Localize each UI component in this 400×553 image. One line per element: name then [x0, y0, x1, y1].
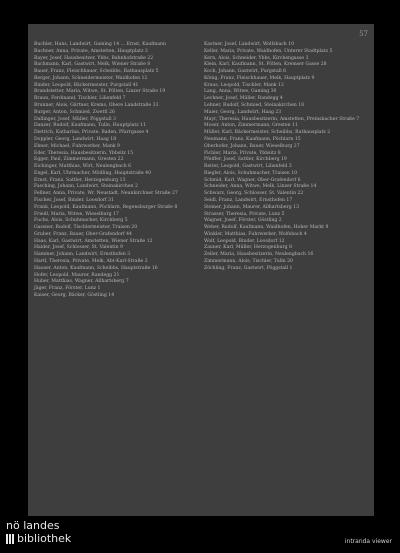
directory-entry: Buchler, Hans, Landwirt, Gaming 14 ... Ernst, Kaufmann: [34, 42, 166, 47]
directory-entry: Seidl, Franz, Landwirt, Ernsthofen 17: [204, 197, 293, 203]
directory-entry: Reiter, Leopold, Gastwirt, Lilienfeld 3: [204, 164, 292, 170]
directory-entry: Winkler, Matthias, Fuhrwerker, Wolfsbach 4: [204, 231, 307, 237]
directory-entry: Fuchs, Alois, Schuhmacher, Kirchberg 5: [34, 218, 128, 224]
footer-bar: [0, 516, 400, 553]
directory-entry: Weber, Rudolf, Kaufmann, Waidhofen, Hoher Markt 9: [204, 225, 329, 231]
directory-entry: Gruber, Franz, Bauer, Ober-Grafendorf 44: [34, 231, 132, 237]
scanned-page[interactable]: [28, 24, 374, 516]
directory-entry: Oberhofer, Johann, Bauer, Wieselburg 27: [204, 143, 300, 149]
directory-entry: Müller, Karl, Bäckermeister, Scheibbs, Rathausplatz 2: [204, 130, 331, 136]
directory-entry: Dietrich, Katharina, Private, Baden, Pfarrgasse 4: [34, 130, 149, 136]
directory-entry: Wolf, Leopold, Binder, Loosdorf 12: [204, 238, 285, 244]
directory-entry: König, Franz, Fleischhauer, Melk, Hauptplatz 9: [204, 75, 315, 81]
directory-entry: Ebner, Michael, Fuhrwerker, Mank 9: [34, 143, 120, 149]
directory-entry: Haas, Karl, Gastwirt, Amstetten, Wiener Straße 12: [34, 238, 153, 244]
directory-entry: Klein, Karl, Kaufmann, St. Pölten, Kremser Gasse 28: [204, 62, 327, 68]
directory-entry: Wagner, Josef, Förster, Göstling 2: [204, 218, 282, 224]
directory-entry: Egger, Paul, Zimmermann, Gresten 22: [34, 157, 124, 163]
directory-entry: Fischer, Josef, Binder, Loosdorf 31: [34, 197, 114, 203]
logo-line-2-text: bibliothek: [17, 532, 72, 545]
directory-entry: Doppler, Georg, Landwirt, Haag 18: [34, 136, 117, 142]
directory-entry: Frank, Leopold, Kaufmann, Pöchlarn, Regensburger Straße 8: [34, 204, 178, 210]
directory-entry: Jäger, Franz, Förster, Lunz 1: [34, 286, 101, 292]
left-column: [34, 42, 198, 300]
directory-entry: Hofer, Leopold, Maurer, Randegg 21: [34, 272, 120, 278]
logo-line-1: nö landes: [6, 519, 60, 532]
directory-entry: Ernst, Franz, Sattler, Herzogenburg 13: [34, 177, 126, 183]
directory-entry: Pfeiffer, Josef, Sattler, Kirchberg 19: [204, 157, 287, 163]
directory-entry: Braun, Ferdinand, Tischler, Lilienfeld 7: [34, 96, 126, 102]
directory-entry: Keller, Maria, Private, Waidhofen, Unterer Stadtplatz 5: [204, 48, 333, 54]
directory-entry: Pichler, Maria, Private, Ybbsitz 8: [204, 150, 281, 156]
directory-entry: Burger, Anton, Schmied, Zwettl 26: [34, 109, 115, 115]
directory-entry: Friedl, Maria, Witwe, Wieselburg 17: [34, 211, 119, 217]
directory-entry: Strasser, Theresia, Private, Lunz 5: [204, 211, 285, 217]
directory-entry: Lang, Anna, Witwe, Gaming 30: [204, 89, 277, 95]
logo-line-2: [6, 532, 71, 545]
directory-entry: Kastner, Josef, Landwirt, Wolfsbach 10: [204, 42, 295, 47]
directory-entry: Steiner, Johann, Maurer, Allhartsberg 13: [204, 204, 299, 210]
directory-entry: Schneider, Anna, Witwe, Melk, Linzer Straße 14: [204, 184, 317, 190]
right-column: [204, 42, 368, 273]
directory-entry: Brandstetter, Maria, Witwe, St. Pölten, Linzer Straße 19: [34, 89, 166, 95]
directory-entry: Moser, Anton, Zimmermann, Gresten 11: [204, 123, 298, 129]
directory-entry: Lehner, Rudolf, Schmied, Steinakirchen 18: [204, 103, 304, 109]
directory-entry: Hartl, Theresia, Private, Melk, Abt-Karl-Straße 2: [34, 259, 148, 264]
directory-entry: Haider, Josef, Schlosser, St. Valentin 9: [34, 245, 123, 251]
directory-entry: Brunner, Alois, Gärtner, Krems, Obere Landstraße 33: [34, 103, 159, 109]
directory-entry: Dallinger, Josef, Müller, Pöggstall 3: [34, 116, 116, 122]
directory-entry: Zöchling, Franz, Gastwirt, Pöggstall 1: [204, 265, 293, 271]
directory-entry: Zauner, Karl, Müller, Herzogenburg 8: [204, 245, 293, 251]
directory-entry: Hammer, Johann, Landwirt, Ernsthofen 3: [34, 252, 131, 258]
directory-entry: Bachmann, Karl, Gastwirt, Melk, Wiener Straße 8: [34, 62, 151, 68]
directory-entry: Maier, Georg, Landwirt, Haag 23: [204, 109, 282, 115]
directory-entry: Kraus, Leopold, Tischler, Mank 12: [204, 82, 284, 88]
directory-entry: Berger, Johann, Schneidermeister, Waidhofen 12: [34, 75, 148, 81]
directory-entry: Schwarz, Georg, Schlosser, St. Valentin 22: [204, 191, 304, 197]
directory-entry: Riegler, Alois, Schuhmacher, Traisen 10: [204, 170, 298, 176]
directory-entry: Eichinger, Matthias, Wirt, Neulengbach 6: [34, 164, 132, 170]
directory-entry: Binder, Leopold, Bäckermeister, Purgstall 41: [34, 82, 139, 88]
page-number: 57: [359, 30, 368, 38]
directory-entry: Schmid, Karl, Wagner, Ober-Grafendorf 6: [204, 177, 301, 183]
directory-entry: Fellner, Anna, Private, Wr. Neustadt, Neunkirchner Straße 27: [34, 191, 178, 197]
directory-entry: Zimmermann, Alois, Tischler, Tulln 20: [204, 259, 293, 264]
directory-entry: Eder, Theresia, Hausbesitzerin, Ybbsitz 15: [34, 150, 134, 156]
directory-entry: Kern, Alois, Schneider, Ybbs, Kirchengasse 3: [204, 55, 309, 61]
library-logo[interactable]: [6, 519, 71, 545]
viewer-brand-label: intranda viewer: [344, 538, 392, 545]
logo-bars-icon: [6, 534, 14, 544]
directory-entry: Fasching, Johann, Landwirt, Steinakirchen 2: [34, 184, 138, 190]
directory-entry: Engel, Karl, Uhrmacher, Mödling, Hauptstraße 40: [34, 170, 151, 176]
directory-entry: Buchner, Anna, Private, Amstetten, Hauptplatz 3: [34, 48, 148, 54]
directory-entry: Kaiser, Georg, Bäcker, Göstling 14: [34, 292, 115, 298]
directory-entry: Neumann, Franz, Kaufmann, Pöchlarn 15: [204, 136, 301, 142]
directory-entry: Hauser, Anton, Kaufmann, Scheibbs, Hauptstraße 16: [34, 265, 158, 271]
directory-entry: Bauer, Franz, Fleischhauer, Scheibbs, Rathausplatz 5: [34, 69, 159, 75]
directory-entry: Danzer, Rudolf, Kaufmann, Tulln, Hauptplatz 11: [34, 123, 146, 129]
directory-entry: Lechner, Josef, Müller, Randegg 4: [204, 96, 283, 102]
directory-entry: Gassner, Rudolf, Tischlermeister, Traisen 20: [34, 225, 138, 231]
directory-entry: Huber, Matthias, Wagner, Allhartsberg 7: [34, 279, 129, 285]
directory-entry: Bayer, Josef, Hausbesitzer, Ybbs, Bahnhofstraße 22: [34, 55, 154, 61]
directory-entry: Zeller, Maria, Hausbesitzerin, Neulengbach 16: [204, 252, 314, 258]
directory-entry: Mayr, Theresia, Hausbesitzerin, Amstetten, Preinsbacher Straße 7: [204, 116, 360, 122]
directory-entry: Koch, Johann, Gastwirt, Purgstall 6: [204, 69, 287, 75]
